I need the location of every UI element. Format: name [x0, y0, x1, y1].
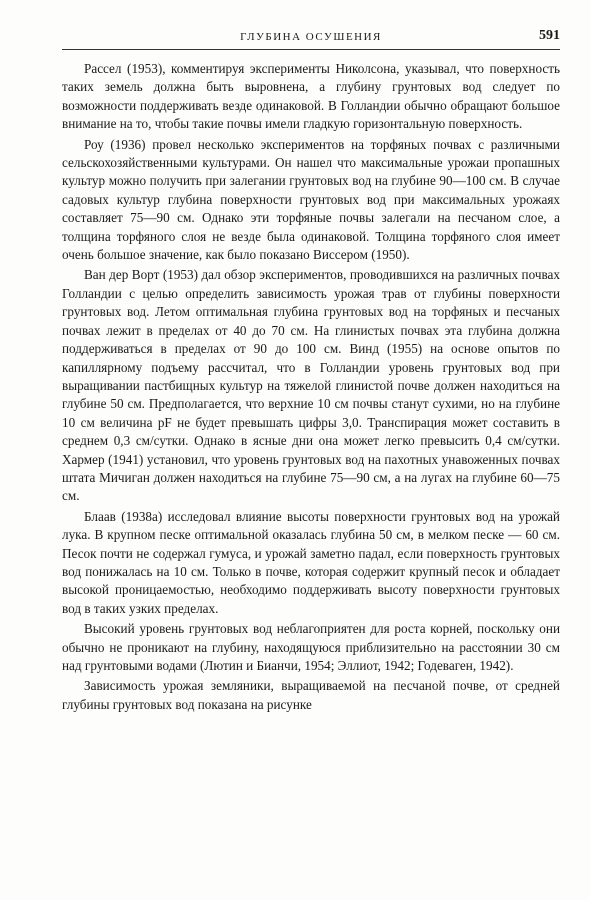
- body-text: [62, 60, 560, 714]
- paragraph-row: Роу (1936) провел несколько экспериментов на торфяных почвах с различными сельскохозяйственными культурами. Он нашел что максимальные урожаи пропашных культур можно получить при залегании грунтовых вод на глубине 90—100 см. В случае садовых культур глубина поверхности грунтовых вод при максимальных урожаях составляет 75—90 см. Однако эти торфяные почвы залегали на песчаном слое, а толщина торфяного слоя не везде была одинаковой. Толщина торфяного слоя имеет очень большое значение, как было показано Виссером (1950).: [62, 136, 560, 263]
- paragraph-russell: Рассел (1953), комментируя эксперименты Николсона, указывал, что поверхность таких земель должна быть выровнена, а глубину грунтовых вод следует по возможности поддерживать везде одинаковой. В Голландии обычно обращают большое внимание на то, чтобы такие почвы имели гладкую горизонтальную поверхность.: [62, 61, 560, 132]
- paragraph-blaav: Блаав (1938а) исследовал влияние высоты поверхности грунтовых вод на урожай лука. В крупном песке оптимальной оказалась глубина 50 см, в мелком песке — 60 см. Песок почти не содержал гумуса, и урожай заметно падал, если поверхность грунтовых вод понижалась на 10 см. Только в почве, которая содержит крупный песок и обладает высокой проницаемостью, необходимо поддерживать высоту поверхности грунтовых вод в таких узких пределах.: [62, 508, 560, 616]
- page-number: 591: [539, 28, 560, 43]
- paragraph-high-water-level: Высокий уровень грунтовых вод неблагоприятен для роста корней, поскольку они обычно не проникают на глубину, находящуюся приблизительно на расстоянии 30 см над грунтовыми водами (Лютин и Бианчи, 1954; Эллиот, 1942; Годеваген, 1942).: [62, 621, 560, 673]
- running-title: ГЛУБИНА ОСУШЕНИЯ: [240, 31, 382, 43]
- running-head: [62, 27, 560, 50]
- paragraph-van-der-vort: Ван дер Ворт (1953) дал обзор экспериментов, проводившихся на различных почвах Голландии с целью определить зависимость урожая трав от глубины поверхности грунтовых вод. Летом оптимальная глубина грунтовых вод на торфяных и песчаных почвах лежит в пределах от 40 до 70 см. На глинистых почвах эта глубина должна поддерживаться в пределах от 90 до 100 см. Винд (1955) на основе опытов по капиллярному подъему рассчитал, что в Голландии уровень грунтовых вод при выращивании пастбищных культур на тяжелой глинистой почве должен находиться на глубине 50 см. Предполагается, что верхние 10 см почвы станут сухими, но на глубине 10 см величина pF не будет превышать цифры 3,0. Транспирация может составить в среднем 0,3 см/сутки. Однако в ясные дни она может легко превысить 0,4 см/сутки. Хармер (1941) установил, что уровень грунтовых вод на пахотных унавоженных почвах штата Мичиган должен находиться на глубине 75—90 см, а на лугах на глубине 60—75 см.: [62, 267, 560, 504]
- paragraph-strawberry: Зависимость урожая земляники, выращиваемой на песчаной почве, от средней глубины грунтовых вод показана на рисунке: [62, 678, 560, 712]
